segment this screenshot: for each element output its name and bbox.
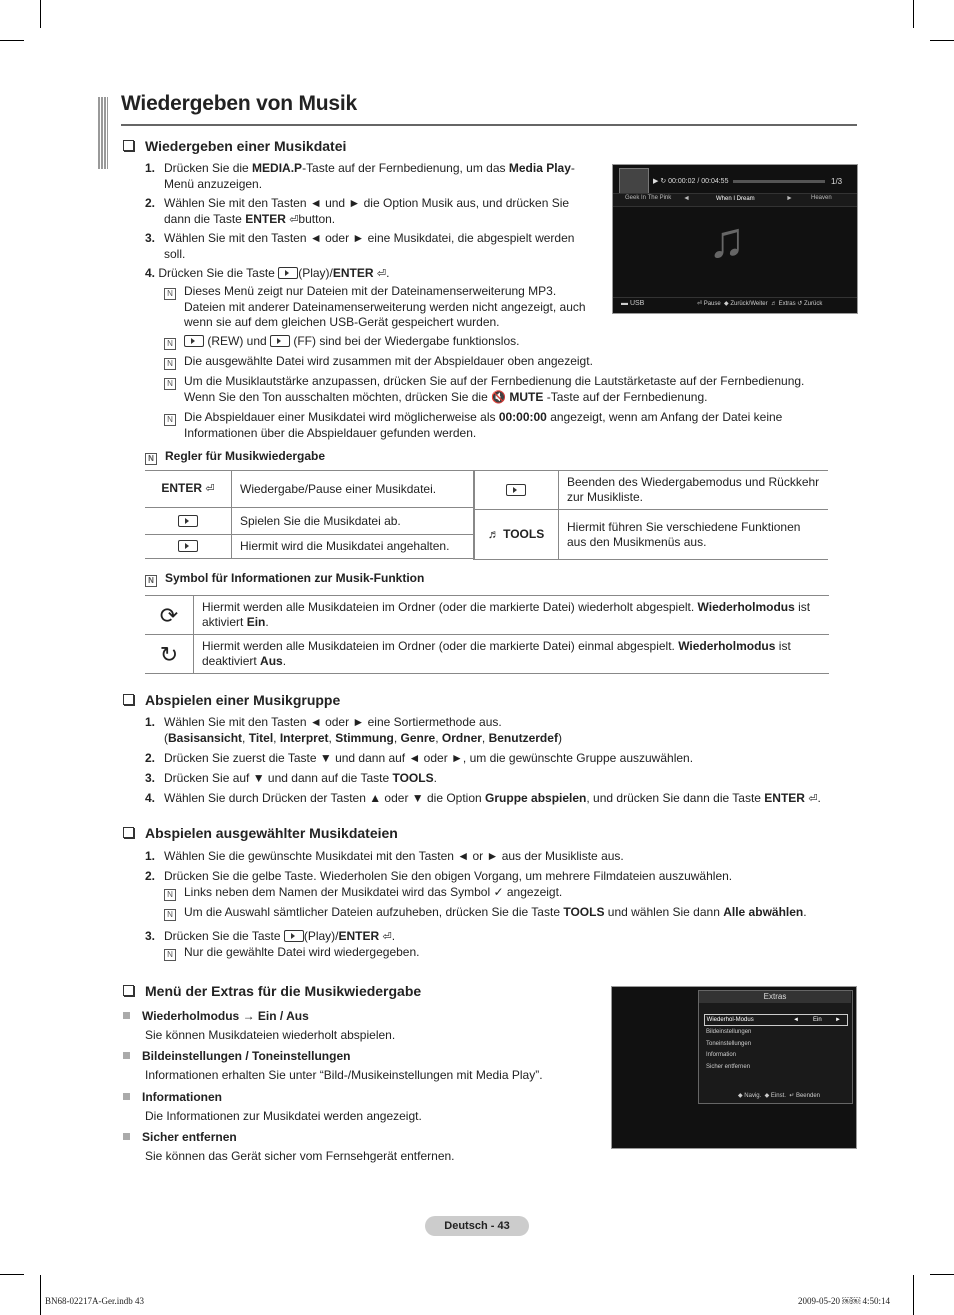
checkbox-square-icon (123, 140, 134, 151)
section-heading: Wiedergeben einer Musikdatei (123, 138, 346, 154)
player-time: ▶ ↻ 00:00:02 / 00:04:55 (653, 178, 729, 185)
step: 3. Drücken Sie auf ▼ und dann auf die Taste TOOLS. (145, 771, 437, 785)
note-icon: N (164, 378, 176, 390)
crop-mark (40, 0, 41, 28)
extras-title: Extras (699, 991, 851, 1003)
step: 1. Drücken Sie die MEDIA.P-Taste auf der Fernbedienung, um das Media Play-Menü anzuzeigen. (145, 161, 575, 191)
album-art-icon (619, 168, 649, 194)
note: N (REW) und (FF) sind bei der Wiedergabe funktionslos. (164, 334, 764, 350)
repeat-once-icon: ↻ (145, 635, 194, 674)
music-note-icon: ♫ (708, 212, 746, 268)
symbols-table: ⟳ Hiermit werden alle Musikdateien im Ordner (oder die markierte Datei) wiederholt abgespielt. Wiederholmodus ist aktiviert Ein. ↻ Hiermit werden alle Musikdateien im Ordner (oder die markierte Datei) einmal abgespielt. Wiederholmodus ist deaktiviert Aus. (145, 595, 829, 674)
track-count: 1/3 (831, 177, 843, 186)
extras-item: Bildeinstellungen / Toneinstellungen Informationen erhalten Sie unter “Bild-/Musikeinstellungen mit Media Play”. (123, 1049, 583, 1083)
extras-item: Informationen Die Informationen zur Musikdatei werden angezeigt. (123, 1090, 583, 1124)
crop-mark (40, 1275, 41, 1315)
crop-mark (913, 0, 914, 28)
extras-selected-row: Wiederhol-Modus ◄ Ein ► (704, 1014, 848, 1026)
play-key-icon (278, 267, 298, 279)
checkbox-square-icon (123, 694, 134, 705)
section-heading: Menü der Extras für die Musikwiedergabe (123, 983, 421, 999)
note: N Um die Auswahl sämtlicher Dateien aufzuheben, drücken Sie die Taste TOOLS und wählen Sie dann Alle abwählen. (164, 905, 844, 921)
note-icon: N (164, 358, 176, 370)
usb-source: ▬ USB (621, 300, 645, 307)
step: 2. Drücken Sie zuerst die Taste ▼ und dann auf ◄ oder ►, um die gewünschte Gruppe auszuwählen. (145, 751, 694, 765)
note-icon: N (145, 575, 157, 587)
extras-item: Sicher entfernen Sie können das Gerät sicher vom Fernsehgerät entfernen. (123, 1130, 583, 1164)
step: 1. Wählen Sie mit den Tasten ◄ oder ► eine Sortiermethode aus. (Basisansicht, Titel, Interpret, Stimmung, Genre, Ordner, Benutzerdef) (145, 715, 562, 745)
current-track: When I Dream (716, 196, 755, 202)
step: 3. Drücken Sie die Taste (Play)/ENTER ⏎. (145, 929, 396, 943)
step: 4. Drücken Sie die Taste (Play)/ENTER ⏎. (145, 266, 390, 280)
progress-bar (733, 180, 825, 183)
note: N Um die Musiklautstärke anzupassen, drücken Sie auf der Fernbedienung die Lautstärketaste auf der Fernbedienung. Wenn Sie den Ton ausschalten möchten, drücken Sie die 🔇 MUTE -Taste auf der Fernbedienung. (164, 374, 834, 390)
controls-table-left: ENTER ⏎ Wiedergabe/Pause einer Musikdatei. Spielen Sie die Musikdatei ab. Hiermit wird die Musikdatei angehalten. (145, 470, 475, 559)
rew-key-icon (184, 335, 204, 347)
controls-heading: N Regler für Musikwiedergabe (145, 449, 325, 465)
note-icon: N (164, 949, 176, 961)
note-icon: N (164, 889, 176, 901)
play-key-icon (284, 930, 304, 942)
step: 4. Wählen Sie durch Drücken der Tasten ▲ oder ▼ die Option Gruppe abspielen, und drücken Sie dann die Taste ENTER ⏎. (145, 791, 821, 805)
note: N Dieses Menü zeigt nur Dateien mit der Dateinamenserweiterung MP3. Dateien mit anderer Dateinamenserweiterung werden nicht angezeigt, auch wenn sie auf dem gleichen USB-Gerät gespeichert wurden. (164, 284, 594, 300)
step: 1. Wählen Sie die gewünschte Musikdatei mit den Tasten ◄ or ► aus der Musikliste aus. (145, 849, 624, 863)
section-heading: Abspielen einer Musikgruppe (123, 692, 340, 708)
next-arrow-icon: ► (786, 195, 793, 202)
crop-mark (0, 1274, 24, 1275)
note-icon: N (164, 338, 176, 350)
checkbox-square-icon (123, 827, 134, 838)
checkbox-square-icon (123, 985, 134, 996)
step: 2. Wählen Sie mit den Tasten ◄ und ► die Option Musik aus, und drücken Sie dann die Taste ENTER ⏎button. (145, 196, 570, 226)
note: N Die Abspieldauer einer Musikdatei wird möglicherweise als 00:00:00 angezeigt, wenn am Anfang der Datei keine Informationen über die Abspieldauer gefunden werden. (164, 410, 834, 426)
player-hints: ⏎ Pause ◆ Zurück/Weiter ♬ Extras ↺ Zurück (697, 301, 823, 307)
section-heading: Abspielen ausgewählter Musikdateien (123, 825, 398, 841)
note: N Die ausgewählte Datei wird zusammen mit der Abspieldauer oben angezeigt. (164, 354, 824, 370)
crop-mark (930, 1274, 954, 1275)
crop-mark (0, 40, 24, 41)
pause-key-icon (178, 540, 198, 552)
tools-icon: ♬ (487, 527, 500, 541)
note-icon: N (145, 453, 157, 465)
extras-item: Wiederholmodus → Ein / Aus Sie können Musikdateien wiederholt abspielen. (123, 1009, 583, 1043)
stop-key-icon (506, 484, 526, 496)
extras-menu-screenshot (611, 986, 857, 1149)
next-track: Heaven (811, 195, 832, 201)
note-icon: N (164, 288, 176, 300)
step: 2. Drücken Sie die gelbe Taste. Wiederholen Sie den obigen Vorgang, um mehrere Filmdateien auszuwählen. (145, 869, 733, 883)
prev-track: Geek In The Pink (625, 195, 672, 201)
print-file-name: BN68-02217A-Ger.indb 43 (45, 1296, 144, 1306)
repeat-all-icon: ⟳ (145, 596, 194, 635)
print-date: 2009-05-20 ￼￼ 4:50:14 (798, 1296, 890, 1306)
title-rule (121, 124, 857, 126)
step: 3. Wählen Sie mit den Tasten ◄ oder ► eine Musikdatei, die abgespielt werden soll. (145, 231, 575, 261)
prev-arrow-icon: ◄ (683, 195, 690, 202)
ff-key-icon (270, 335, 290, 347)
page-title: Wiedergeben von Musik (121, 92, 357, 115)
symbols-heading: N Symbol für Informationen zur Musik-Funktion (145, 571, 424, 587)
note-icon: N (164, 414, 176, 426)
crop-mark (930, 40, 954, 41)
extras-hints: ◆ Navig. ◆ Einst. ↵ Beenden (738, 1093, 820, 1099)
note: N Nur die gewählte Datei wird wiedergegeben. (164, 945, 824, 961)
controls-table-right: Beenden des Wiedergabemodus und Rückkehr zur Musikliste. ♬ TOOLS Hiermit führen Sie verschiedene Funktionen aus den Musikmenüs aus. (473, 470, 828, 560)
music-player-screenshot (612, 164, 858, 314)
title-decoration (98, 97, 108, 169)
play-key-icon (178, 515, 198, 527)
page-number: Deutsch - 43 (425, 1216, 529, 1236)
note: N Links neben dem Namen der Musikdatei wird das Symbol ✓ angezeigt. (164, 885, 824, 901)
extras-list: Bildeinstellungen Toneinstellungen Information Sicher entfernen (706, 1029, 752, 1070)
crop-mark (913, 1275, 914, 1315)
note-icon: N (164, 909, 176, 921)
